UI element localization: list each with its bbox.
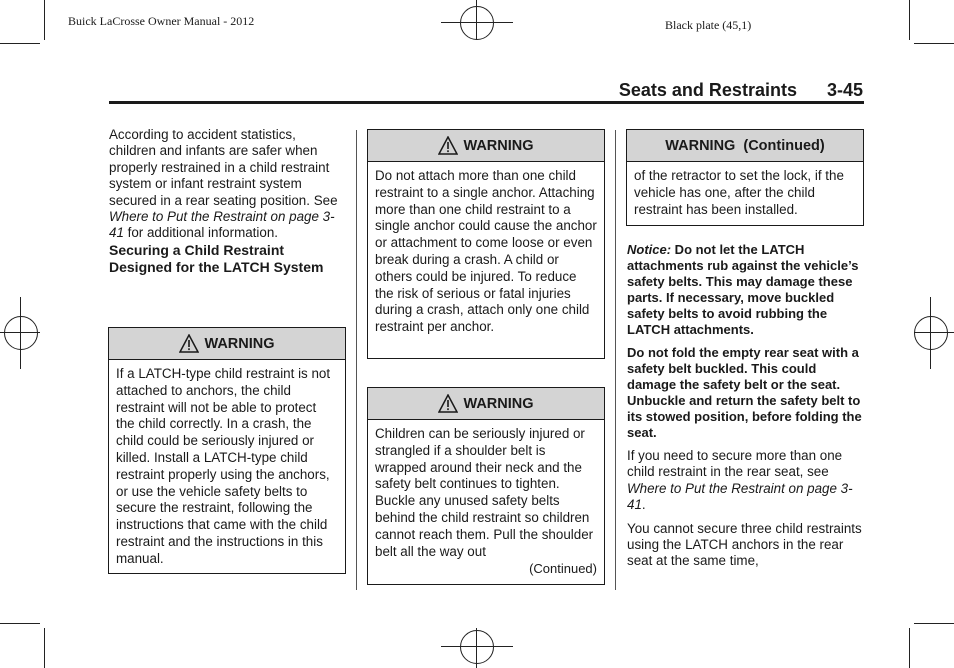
- warning-label: WARNING: [463, 395, 534, 412]
- warning-text: If a LATCH-type child restraint is not attached to anchors, the child restraint will not be able to protect the child correctly. In a crash, the child could be seriously injured or killed. Install a LATCH-type child restraint properly using the anchors, or use the vehicle safety belts to secure the restraint, following the instructions that came with the child restraint and the instructions in this manual.: [116, 366, 331, 566]
- warning-box-shoulder-belt: [367, 387, 605, 585]
- warning-label: WARNING: [463, 137, 534, 154]
- warning-box-continued: [626, 129, 864, 226]
- cross-reference-link[interactable]: Where to Put the Restraint on page 3-41: [109, 209, 335, 241]
- crop-mark: [44, 0, 45, 40]
- warning-label: WARNING: [204, 335, 275, 352]
- warning-header: [627, 130, 863, 162]
- section-title: Seats and Restraints: [618, 80, 797, 100]
- subheading: Securing a Child Restraint Designed for the LATCH System: [109, 241, 324, 276]
- notice-label: Notice:: [627, 242, 672, 257]
- crop-mark: [909, 628, 910, 668]
- multiple-restraints-paragraph: If you need to secure more than one child restraint in the rear seat, see Where to Put the Restraint on page 3-41.: [627, 448, 853, 513]
- warning-header: [368, 388, 604, 420]
- header-rule: [109, 101, 864, 104]
- warning-text: Do not attach more than one child restraint to a single anchor. Attaching more than one child restraint to a single anchor could cause the anchor or attachment to come loose or even break during a crash. A child or others could be injured. To reduce the risk of serious or fatal injuries during a crash, attach only one child restraint per anchor.: [375, 168, 597, 335]
- cross-reference-link[interactable]: Where to Put the Restraint on page 3-41: [627, 480, 853, 513]
- warning-triangle-icon: [438, 136, 458, 155]
- warning-triangle-icon: [438, 394, 458, 413]
- crop-mark: [0, 623, 40, 624]
- warning-triangle-icon: [179, 334, 199, 353]
- page-number: 3-45: [826, 80, 863, 100]
- manual-title: Buick LaCrosse Owner Manual - 2012: [68, 14, 255, 28]
- crop-mark: [0, 43, 40, 44]
- warning-label: WARNING (Continued): [665, 137, 825, 154]
- section-heading: [619, 80, 863, 101]
- warning-text: Children can be seriously injured or strangled if a shoulder belt is wrapped around their neck and the safety belt continues to tighten. Buckle any unused safety belts behind the child restraint so children cannot reach them. Pull the shoulder belt all the way out (Continued): [375, 426, 597, 577]
- warning-text: of the retractor to set the lock, if the vehicle has one, after the child restraint has been installed.: [634, 168, 844, 217]
- warning-header: [368, 130, 604, 162]
- fold-seat-notice: Do not fold the empty rear seat with a safety belt buckled. This could damage the safety belt or the seat. Unbuckle and return the safety belt to its stowed position, before folding the seat.: [627, 345, 862, 440]
- crop-mark: [914, 43, 954, 44]
- continued-label: (Continued): [529, 561, 597, 577]
- crop-mark: [909, 0, 910, 40]
- intro-paragraph: According to accident statistics, children and infants are safer when properly restrained in a child restraint system or infant restraint system secured in a rear seating position. See Where to Put the Restraint on page 3-41 for additional information.: [109, 127, 338, 241]
- latch-anchors-paragraph: You cannot secure three child restraints using the LATCH anchors in the rear seat at the same time,: [627, 520, 862, 569]
- column-divider: [615, 130, 616, 590]
- warning-header: [109, 328, 345, 360]
- plate-label: Black plate (45,1): [665, 18, 752, 32]
- warning-box-single-anchor: [367, 129, 605, 359]
- column-divider: [356, 130, 357, 590]
- column-1: [109, 127, 345, 277]
- notice-paragraph: Notice: Do not let the LATCH attachments rub against the vehicle’s safety belts. This may damage these parts. If necessary, move buckled safety belts to avoid rubbing the LATCH attachments.: [627, 242, 859, 337]
- crop-mark: [44, 628, 45, 668]
- warning-box-latch: [108, 327, 346, 574]
- crop-mark: [914, 623, 954, 624]
- column-3: [627, 242, 865, 570]
